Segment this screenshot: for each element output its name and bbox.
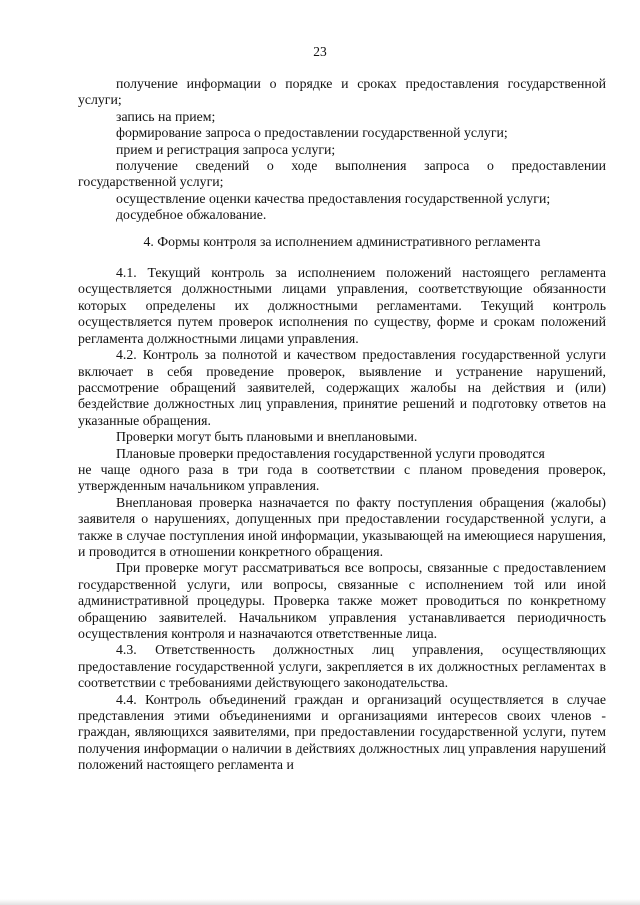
paragraph: Плановые проверки предоставления государственной услуги проводятся: [116, 445, 545, 461]
list-item: запись на прием;: [116, 108, 216, 124]
scan-edge: [0, 899, 640, 905]
spacer: [78, 224, 606, 234]
list-item: досудебное обжалование.: [116, 207, 267, 223]
paragraph: 4.1. Текущий контроль за исполнением положений настоящего регламента осуществляется должностными лицами управления, соответствующие обязанности которых определены их должностными регламентами. Текущий контроль осуществляется путем проверок исполнения по существу, форме и срокам положений регламента должностными лицами управления.: [78, 265, 606, 346]
paragraph: Внеплановая проверка назначается по факту поступления обращения (жалобы) заявителя о нарушениях, допущенных при предоставлении государственной услуги, а также в случае поступления иной информации, указывающей на имеющиеся нарушения, и проводится в отношении конкретного обращения.: [78, 494, 606, 559]
spacer: [78, 250, 606, 265]
paragraph: Проверки могут быть плановыми и внеплановыми.: [116, 429, 418, 445]
list-item: получение сведений о ходе выполнения запроса о предоставлении государственной услуги;: [78, 158, 606, 190]
list-item: формирование запроса о предоставлении государственной услуги;: [116, 125, 508, 141]
list-item: осуществление оценки качества предоставления государственной услуги;: [116, 190, 551, 206]
list-item: прием и регистрация запроса услуги;: [116, 141, 336, 157]
paragraph: не чаще одного раза в три года в соответствии с планом проведения проверок, утвержденным начальником управления.: [78, 461, 606, 494]
paragraph: 4.3. Ответственность должностных лиц управления, осуществляющих предоставление государственной услуги, закрепляется в их должностных регламентах в соответствии с требованиями действующего законодательства.: [78, 642, 606, 691]
page-content: [78, 76, 606, 774]
paragraph: 4.2. Контроль за полнотой и качеством предоставления государственной услуги включает в себя проведение проверок, выявление и устранение нарушений, рассмотрение обращений заявителей, содержащих жалобы на действия и (или) бездействие должностных лиц управления, принятие решений и подготовку ответов на указанные обращения.: [78, 347, 606, 428]
page-number: 23: [313, 44, 327, 59]
paragraph: При проверке могут рассматриваться все вопросы, связанные с предоставлением государственной услуги, или вопросы, связанные с исполнением той или иной административной процедуры. Проверка также может проводиться по конкретному обращению заявителей. Начальником управления устанавливается периодичность осуществления контроля и назначаются ответственные лица.: [78, 560, 606, 641]
section-title: 4. Формы контроля за исполнением административного регламента: [143, 233, 541, 249]
paragraph: 4.4. Контроль объединений граждан и организаций осуществляется в случае представления этими объединениями и организациями интересов своих членов - граждан, являющихся заявителями, при предоставлении государственной услуги, путем получения информации о наличии в действиях должностных лиц управления нарушений положений настоящего регламента и: [78, 691, 606, 773]
list-item: получение информации о порядке и сроках предоставления государственной услуги;: [78, 76, 606, 108]
